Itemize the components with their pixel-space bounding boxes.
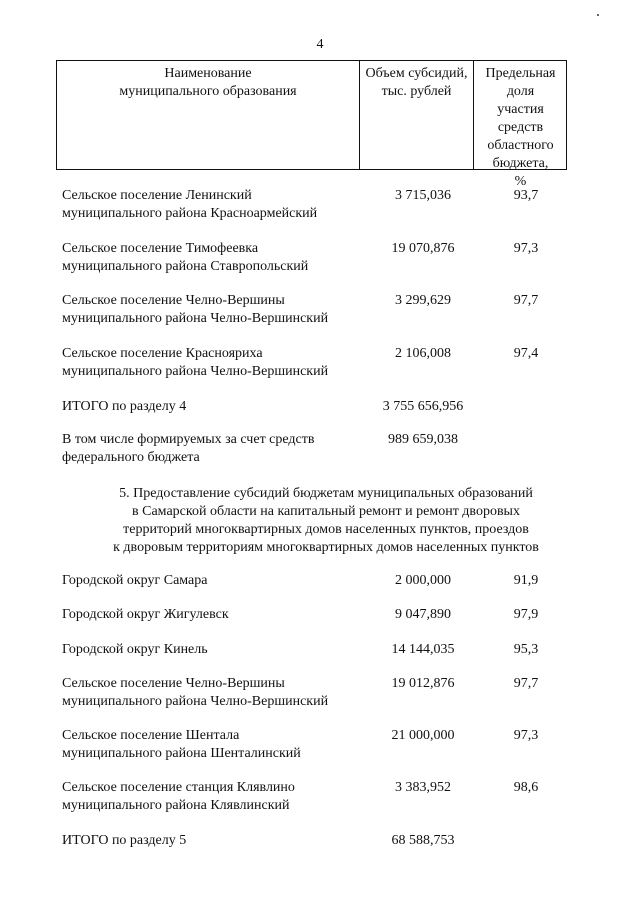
total-label: ИТОГО по разделу 5 bbox=[62, 833, 187, 848]
subsidy-amount: 19 070,876 bbox=[391, 241, 455, 256]
subsidy-amount: 21 000,000 bbox=[391, 728, 455, 743]
share-percent: 98,6 bbox=[513, 780, 539, 795]
subsidy-amount: 9 047,890 bbox=[395, 607, 451, 622]
share-percent: 95,3 bbox=[513, 642, 539, 657]
municipality-name: Городской округ Кинель bbox=[62, 642, 208, 657]
subsidy-amount: 19 012,876 bbox=[391, 676, 455, 691]
municipality-name: Городской округ Самара bbox=[62, 573, 208, 588]
header-share-line: участия средств bbox=[497, 102, 544, 135]
table-header bbox=[56, 60, 567, 189]
header-name-cell bbox=[57, 65, 359, 101]
header-share-line: Предельная bbox=[485, 66, 556, 81]
federal-label: В том числе формируемых за счет средств федерального бюджета bbox=[62, 432, 315, 465]
page-number: 4 bbox=[316, 37, 324, 52]
share-percent: 97,7 bbox=[513, 293, 539, 308]
total-amount: 68 588,753 bbox=[391, 833, 455, 848]
header-share-line: доля bbox=[506, 84, 535, 99]
municipality-name: Сельское поселение Ленинский муниципального района Красноармейский bbox=[62, 188, 318, 221]
municipality-name: Сельское поселение Краснояриха муниципального района Челно-Вершинский bbox=[62, 346, 329, 379]
subsidy-amount: 3 383,952 bbox=[395, 780, 451, 795]
share-percent: 97,9 bbox=[513, 607, 539, 622]
subsidy-amount: 3 715,036 bbox=[395, 188, 451, 203]
share-percent: 97,3 bbox=[513, 241, 539, 256]
subsidy-amount: 2 106,008 bbox=[395, 346, 451, 361]
total-amount: 3 755 656,956 bbox=[382, 399, 464, 414]
federal-amount: 989 659,038 bbox=[388, 432, 458, 447]
header-name-line: Наименование bbox=[164, 66, 252, 81]
municipality-name: Сельское поселение станция Клявлино муниципального района Клявлинский bbox=[62, 780, 295, 813]
header-amount-cell bbox=[360, 65, 473, 101]
share-percent: 97,7 bbox=[513, 676, 539, 691]
scan-dot bbox=[597, 14, 599, 16]
header-share-line: % bbox=[514, 174, 527, 189]
header-amount-line: тыс. рублей bbox=[381, 84, 452, 99]
municipality-name: Сельское поселение Челно-Вершины муниципального района Челно-Вершинский bbox=[62, 676, 329, 709]
municipality-name: Сельское поселение Шентала муниципального района Шенталинский bbox=[62, 728, 301, 761]
municipality-name: Сельское поселение Челно-Вершины муниципального района Челно-Вершинский bbox=[62, 293, 329, 326]
section-title: 5. Предоставление субсидий бюджетам муниципальных образований в Самарской области на капитальный ремонт и ремонт дворовых территорий многоквартирных домов населенных пунктов, проездов к дворовым территориям многоквартирных домов населенных пунктов bbox=[113, 486, 539, 555]
total-label: ИТОГО по разделу 4 bbox=[62, 399, 187, 414]
municipality-name: Сельское поселение Тимофеевка муниципального района Ставропольский bbox=[62, 241, 309, 274]
header-share-cell bbox=[474, 65, 567, 191]
subsidy-amount: 3 299,629 bbox=[395, 293, 451, 308]
header-name-line: муниципального образования bbox=[119, 84, 297, 99]
share-percent: 93,7 bbox=[513, 188, 539, 203]
header-share-line: бюджета, bbox=[492, 156, 549, 171]
share-percent: 97,3 bbox=[513, 728, 539, 743]
header-amount-line: Объем субсидий, bbox=[365, 66, 468, 81]
subsidy-amount: 2 000,000 bbox=[395, 573, 451, 588]
municipality-name: Городской округ Жигулевск bbox=[62, 607, 229, 622]
subsidy-amount: 14 144,035 bbox=[391, 642, 455, 657]
share-percent: 97,4 bbox=[513, 346, 539, 361]
share-percent: 91,9 bbox=[513, 573, 539, 588]
header-share-line: областного bbox=[487, 138, 554, 153]
